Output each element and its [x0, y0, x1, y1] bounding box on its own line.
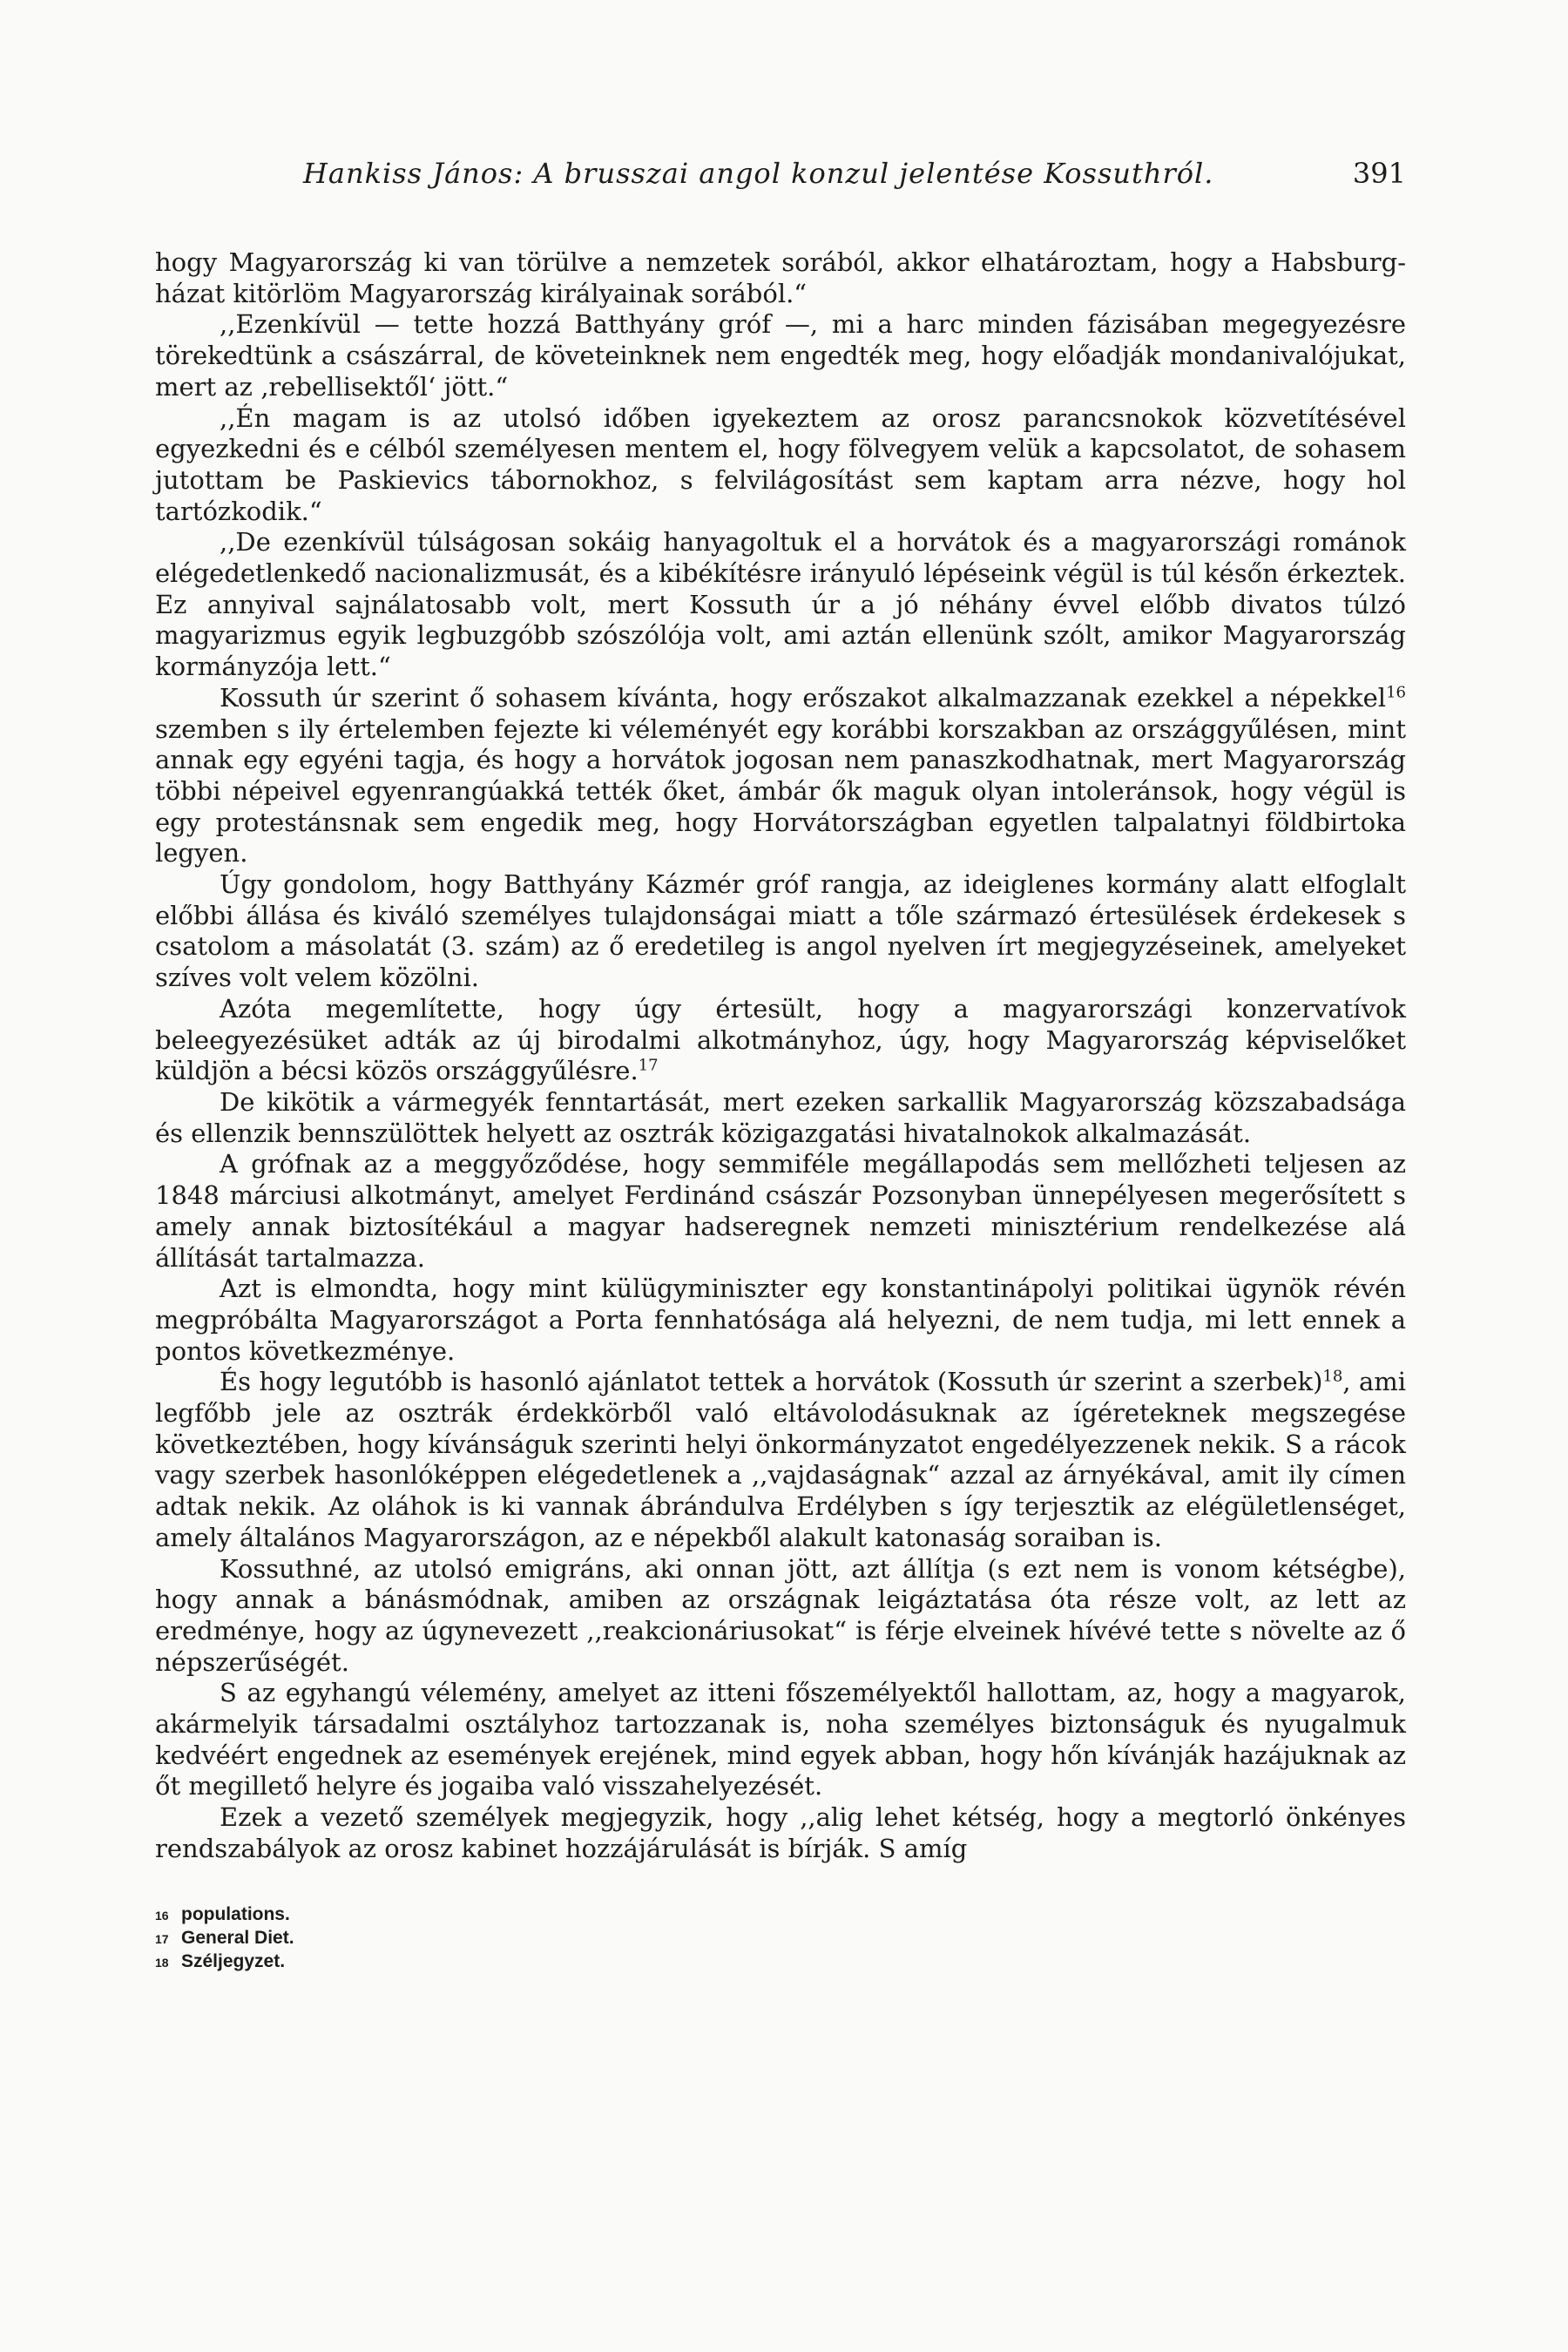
footnote-ref: 16: [1386, 683, 1406, 702]
footnote-ref: 17: [638, 1056, 659, 1075]
footnote-ref: 18: [1322, 1367, 1343, 1386]
paragraph: És hogy legutóbb is hasonló ajánlatot tettek a horvátok (Kossuth úr szerint a szerbek)$^{18}$, ami legfőbb jele az osztrák érdekkörből való eltávolodásuknak az ígéreteknek megszegése következtében, hogy kívánságuk szerinti helyi önkormányzatot engedélyezzenek nekik. S a rácok vagy szerbek hasonlóképpen elégedetlenek a ,,vajdaságnak“ azzal az árnyékával, amit ily címen adtak nekik. Az oláhok is ki vannak ábrándulva Erdélyben s így terjesztik az elégületlenséget, amely általános Magyarországon, az e népekből alakult katonaság soraiban is.: [155, 1367, 1407, 1552]
paragraph: De kikötik a vármegyék fenntartását, mert ezeken sarkallik Magyarország közszabadsága és ellenzik bennszülöttek helyett az osztrák közigazgatási hivatalnokok alkalmazását.: [155, 1086, 1406, 1148]
paragraph: ,,Én magam is az utolsó időben igyekeztem az orosz parancsnokok közvetítésével egyezkedni és e célból személyesen mentem el, hogy fölvegyem velük a kapcsolatot, de sohasem jutottam be Paskievics tábornokhoz, s felvilágosítást sem kaptam arra nézve, hogy hol tartózkodik.“: [155, 402, 1406, 526]
paragraph: Kossuthné, az utolsó emigráns, aki onnan jött, azt állítja (s ezt nem is vonom kétségbe), hogy annak a bánásmódnak, amiben az országnak leigáztatása óta része volt, az lett az eredménye, hogy az úgynevezett ,,reakcionáriusokat“ is férje elveinek hívévé tette s növelte az ő népszerűségét.: [155, 1553, 1406, 1677]
paragraph: Úgy gondolom, hogy Batthyány Kázmér gróf rangja, az ideiglenes kormány alatt elfoglalt előbbi állása és kiváló személyes tulajdonságai miatt a tőle származó értesülések érdekesek s csatolom a másolatát (3. szám) az ő eredetileg is angol nyelven írt megjegyzéseinek, amelyeket szíves volt velem közölni.: [155, 869, 1406, 993]
paragraph: Ezek a vezető személyek megjegyzik, hogy ,,alig lehet kétség, hogy a megtorló önkényes rendszabályok az orosz kabinet hozzájárulását is bírják. S amíg: [155, 1802, 1406, 1863]
body-text: [155, 247, 1406, 1865]
footnote: 18 Széljegyzet.: [155, 1950, 286, 1971]
paragraph: ,,De ezenkívül túlságosan sokáig hanyagoltuk el a horvátok és a magyarországi románok elégedetlenkedő nacionalizmusát, és a kibékítésre irányuló lépéseink végül is túl későn érkeztek. Ez annyival sajnálatosabb volt, mert Kossuth úr a jó néhány évvel előbb divatos túlzó magyarizmus egyik legbuzgóbb szószólója volt, ami aztán ellenünk szólt, amikor Magyarország kormányzója lett.“: [155, 527, 1406, 682]
footnote: 16 populations.: [155, 1903, 290, 1924]
paragraph: ,,Ezenkívül — tette hozzá Batthyány gróf —, mi a harc minden fázisában megegyezésre törekedtünk a császárral, de követeinknek nem engedték meg, hogy előadják mondanivalójukat, mert az ‚rebellisektől‘ jött.“: [155, 309, 1406, 402]
page-number: 391: [1352, 157, 1406, 190]
paragraph: Kossuth úr szerint ő sohasem kívánta, hogy erőszakot alkalmazzanak ezekkel a népekkel$^{16}$ szemben s ily értelemben fejezte ki véleményét egy korábbi korszakban az országgyűlésen, mint annak egy egyéni tagja, és hogy a horvátok jogosan nem panaszkodhatnak, mert Magyarország többi népeivel egyenrangúakká tették őket, ámbár ők maguk olyan intoleránsok, hogy végül is egy protestánsnak sem engedik meg, hogy Horvátországban egyetlen talpalatnyi földbirtoka legyen.: [155, 682, 1406, 868]
header-title: Hankiss János: A brusszai angol konzul jelentése Kossuthról.: [303, 157, 1214, 190]
paragraph: hogy Magyarország ki van törülve a nemzetek sorából, akkor elhatároztam, hogy a Habsburg-házat kitörlöm Magyarország királyainak sorából.“: [155, 247, 1406, 308]
running-header: [155, 157, 1406, 200]
paragraph: A grófnak az a meggyőződése, hogy semmiféle megállapodás sem mellőzheti teljesen az 1848 márciusi alkotmányt, amelyet Ferdinánd császár Pozsonyban ünnepélyesen megerősített s amely annak biztosítékául a magyar hadseregnek nemzeti minisztérium rendelkezése alá állítását tartalmazza.: [155, 1149, 1406, 1273]
document-page: [155, 157, 1406, 1974]
footnotes: [155, 1903, 1406, 1974]
paragraph: S az egyhangú vélemény, amelyet az itteni főszemélyektől hallottam, az, hogy a magyarok, akármelyik társadalmi osztályhoz tartozzanak is, noha személyes biztonságuk és nyugalmuk kedvéért engednek az események erejének, mind egyek abban, hogy hőn kívánják hazájuknak az őt megillető helyre és jogaiba való visszahelyezését.: [155, 1678, 1406, 1801]
footnote: 17 General Diet.: [155, 1927, 294, 1948]
paragraph: Azt is elmondta, hogy mint külügyminiszter egy konstantinápolyi politikai ügynök révén megpróbálta Magyarországot a Porta fennhatósága alá helyezni, de nem tudja, mi lett ennek a pontos következménye.: [155, 1274, 1406, 1366]
paragraph: Azóta megemlítette, hogy úgy értesült, hogy a magyarországi konzervatívok beleegyezésüket adták az új birodalmi alkotmányhoz, úgy, hogy Magyarország képviselőket küldjön a bécsi közös országgyűlésre.$^{17}$: [155, 993, 1406, 1086]
